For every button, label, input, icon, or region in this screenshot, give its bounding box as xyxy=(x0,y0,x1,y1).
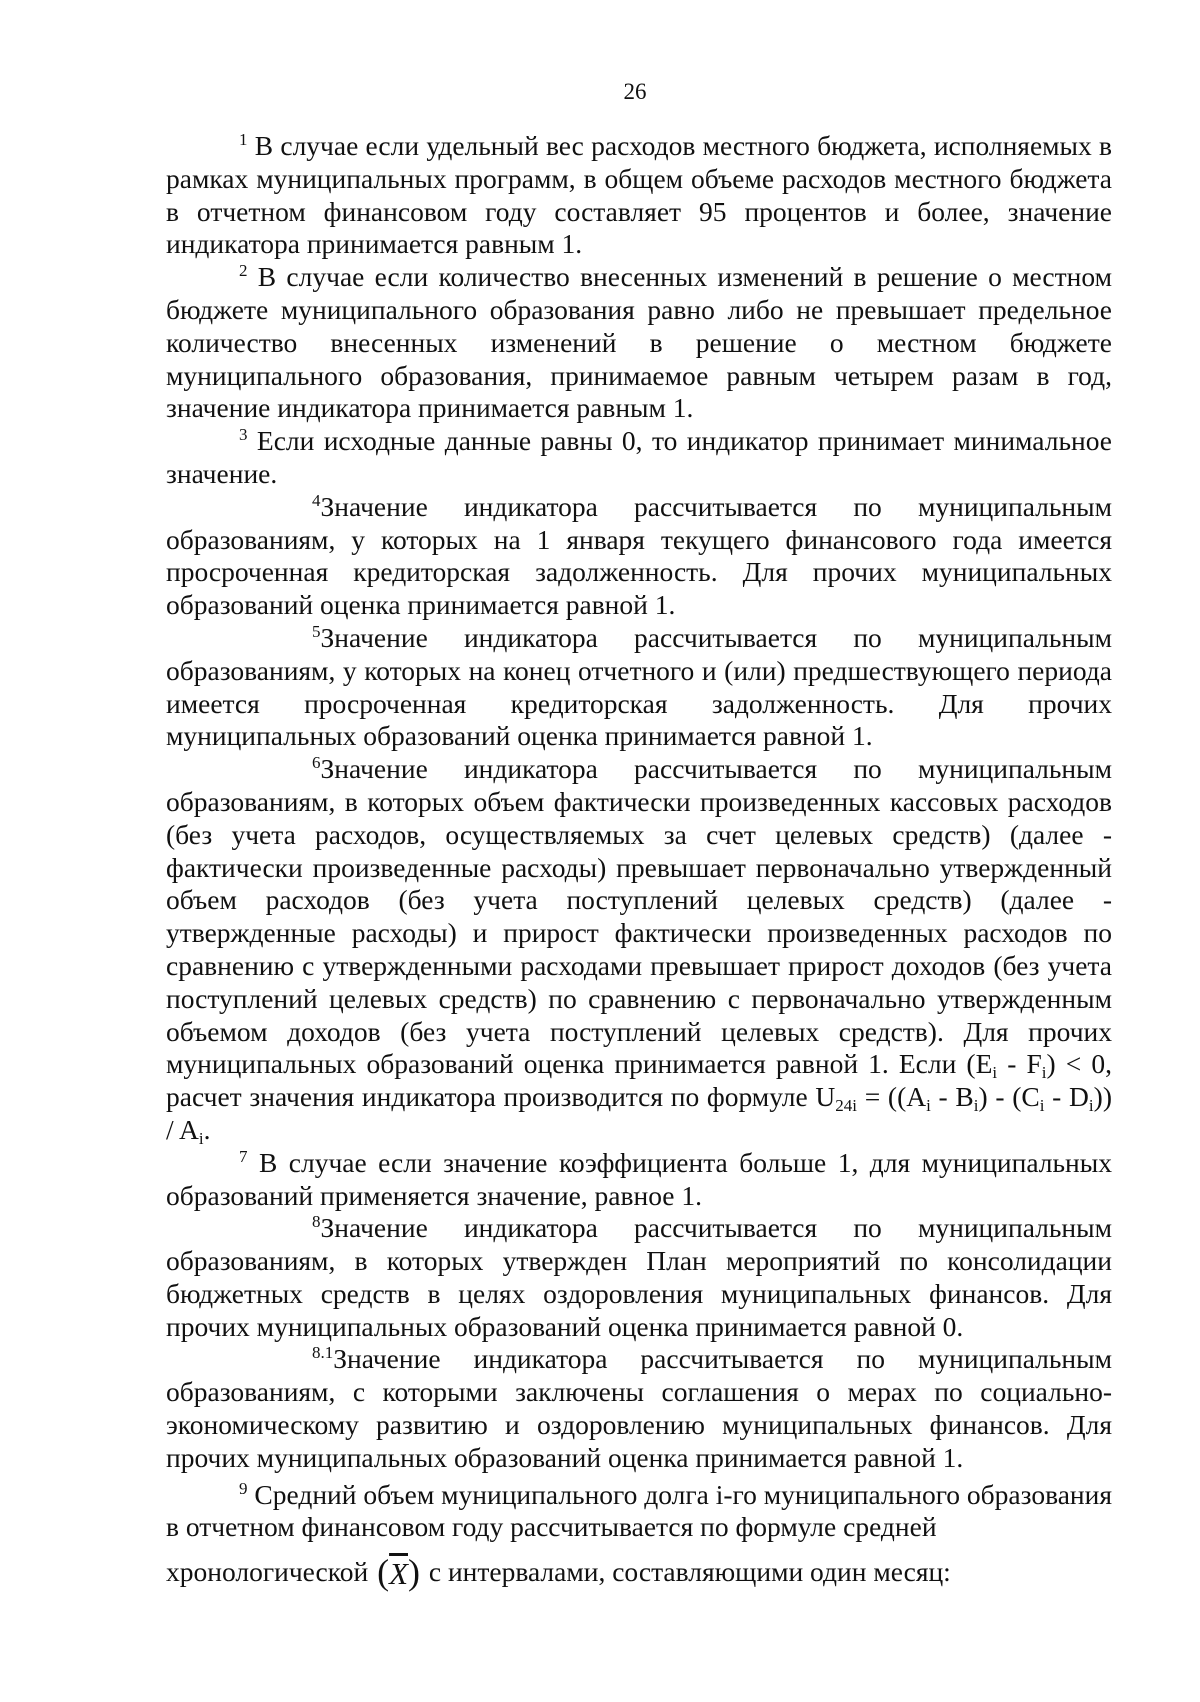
page-number: 26 xyxy=(623,79,647,104)
footnote-5: $^5$Значение индикатора рассчитывается по муниципальным образованиям, у которых на конец отчетного и (или) предшествующего периода имеется просроченная кредиторская задолженность. Для прочих муниципальных образований оценка принимается равной 1. xyxy=(166,621,1112,752)
footnote-6: $^6$Значение индикатора рассчитывается по муниципальным образованиям, в которых объем фактически произведенных кассовых расходов (без учета расходов, осуществляемых за счет целевых средств) (далее - фактически произведенные расходы) превышает первоначально утвержденный объем расходов (без учета поступлений целевых средств) (далее - утвержденные расходы) и прирост фактически произведенных расходов по сравнению с утвержденными расходами превышает прирост доходов (без учета поступлений целевых средств) по сравнению с первоначально утвержденным объемом доходов (без учета поступлений целевых средств). Для прочих муниципальных образований оценка принимается равной 1. Если $(E_i - F_i) < 0$, расчет значения индикатора производится по формуле $U_{24i} = ((A_i - B_i) - (C_i - D_i)) / A_i$. xyxy=(166,753,1112,1148)
footnote-7 xyxy=(166,1147,1112,1213)
footnote-mark: 2 xyxy=(239,261,248,281)
footnote-text: В случае если количество внесенных изменений в решение о местном бюджете муниципального образования равно либо не превышает предельное количество внесенных изменений в решение о местном бюджете муниципального образования, принимаемое равным четырем разам в год, значение индикатора принимается равным 1. xyxy=(166,261,1112,424)
footnote-text: Если исходные данные равны 0, то индикатор принимает минимальное значение. xyxy=(166,425,1112,489)
formula-intro-line xyxy=(166,1550,1112,1594)
formula-subscript: 24i xyxy=(835,1096,857,1116)
subscript-i: i xyxy=(1041,1063,1047,1083)
formula-tail: ) / A xyxy=(166,1081,1112,1145)
footnote-8-1: $^{8.1}$Значение индикатора рассчитывается по муниципальным образованиям, с которыми заключены соглашения о мерах по социально-экономическому развитию и оздоровлению муниципальных финансов. Для прочих муниципальных образований оценка принимается равной 1. xyxy=(166,1343,1112,1473)
footnote-1 xyxy=(166,130,1112,261)
footnote-text: Значение индикатора рассчитывается по муниципальным образованиям, с которыми заключены соглашения о мерах по социально-экономическому развитию и оздоровлению муниципальных финансов. Для прочих муниципальных образований оценка принимается равной 1. xyxy=(166,1343,1112,1473)
x-bar-symbol: $\overline{X}$ xyxy=(389,1556,408,1592)
footnote-9 xyxy=(166,1479,1112,1545)
footnote-mark: 3 xyxy=(239,425,248,445)
footnotes-block xyxy=(166,130,1112,1594)
footnote-text: В случае если значение коэффициента больше 1, для муниципальных образований применяется значение, равное 1. xyxy=(166,1146,1113,1211)
footnote-mark: 9 xyxy=(239,1478,248,1498)
line-start: хронологической xyxy=(166,1556,369,1588)
footnote-mark: 7 xyxy=(239,1146,248,1166)
footnote-text: Средний объем муниципального долга i-го муниципального образования в отчетном финансовом году рассчитывается по формуле средней xyxy=(166,1478,1112,1543)
footnote-8: $^8$Значение индикатора рассчитывается по муниципальным образованиям, в которых утвержден План мероприятий по консолидации бюджетных средств в целях оздоровления муниципальных финансов. Для прочих муниципальных образований оценка принимается равной 0. xyxy=(166,1212,1112,1342)
footnote-4: $^4$Значение индикатора рассчитывается по муниципальным образованиям, у которых на 1 января текущего финансового года имеется просроченная кредиторская задолженность. Для прочих муниципальных образований оценка принимается равной 1. xyxy=(166,490,1112,621)
mean-symbol: $(\overline{X})$ xyxy=(377,1552,420,1593)
footnote-text: В случае если удельный вес расходов местного бюджета, исполняемых в рамках муниципальных программ, в общем объеме расходов местного бюджета в отчетном финансовом году составляет 95 процентов и более, значение индикатора принимается равным 1. xyxy=(166,130,1113,260)
line-end: с интервалами, составляющими один месяц: xyxy=(428,1556,951,1588)
footnote-text: Значение индикатора рассчитывается по муниципальным образованиям, у которых на конец отчетного и (или) предшествующего периода имеется просроченная кредиторская задолженность. Для прочих муниципальных образований оценка принимается равной 1. xyxy=(166,621,1112,752)
footnote-text: Значение индикатора рассчитывается по муниципальным образованиям, в которых объем фактически произведенных кассовых расходов (без учета расходов, осуществляемых за счет целевых средств) (далее - фактически произведенные расходы) превышает первоначально утвержденный объем расходов (без учета поступлений целевых средств) (далее - утвержденные расходы) и прирост фактически произведенных расходов по сравнению с утвержденными расходами превышает прирост доходов (без учета поступлений целевых средств) по сравнению с первоначально утвержденным объемом доходов (без учета поступлений целевых средств). Для прочих муниципальных образований оценка принимается равной 1. Если (E xyxy=(166,753,1112,1080)
footnote-mark: 1 xyxy=(239,130,248,149)
footnote-3 xyxy=(166,425,1112,491)
condition-tail: ) < 0, расчет значения индикатора производится по формуле U xyxy=(166,1048,1112,1113)
footnote-text: Значение индикатора рассчитывается по муниципальным образованиям, у которых на 1 января текущего финансового года имеется просроченная кредиторская задолженность. Для прочих муниципальных образований оценка принимается равной 1. xyxy=(166,490,1112,621)
subscript-i: i xyxy=(992,1063,998,1083)
footnote-2 xyxy=(166,261,1112,425)
footnote-text: Значение индикатора рассчитывается по муниципальным образованиям, в которых утвержден План мероприятий по консолидации бюджетных средств в целях оздоровления муниципальных финансов. Для прочих муниципальных образований оценка принимается равной 0. xyxy=(166,1212,1112,1342)
